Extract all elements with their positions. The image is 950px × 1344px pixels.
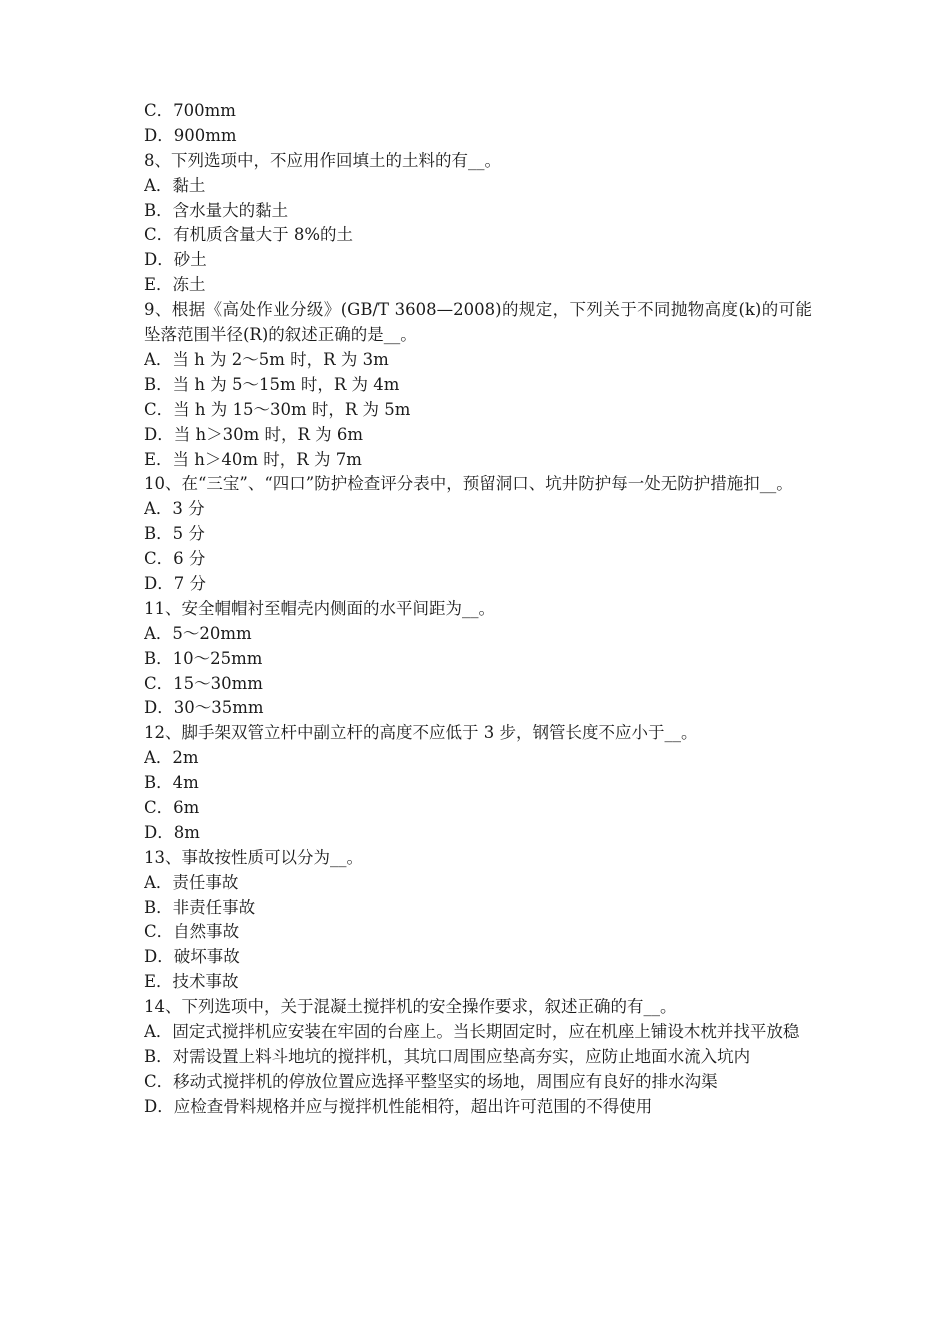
question-8: 8、下列选项中，不应用作回填土的土料的有__。 bbox=[144, 150, 501, 170]
document-body bbox=[144, 99, 812, 1120]
option-d: D．当 h＞30m 时，R 为 6m bbox=[144, 424, 364, 444]
option-c: C．有机质含量大于 8%的土 bbox=[144, 225, 354, 245]
option-c: C．700mm bbox=[144, 101, 236, 120]
question-13: 13、事故按性质可以分为__。 bbox=[144, 847, 363, 867]
option-d: D．破坏事故 bbox=[144, 947, 240, 967]
option-b: B．含水量大的黏土 bbox=[144, 200, 289, 220]
option-d: D．应检查骨料规格并应与搅拌机性能相符，超出许可范围的不得使用 bbox=[144, 1096, 653, 1116]
option-b: B．当 h 为 5～15m 时，R 为 4m bbox=[144, 374, 400, 394]
option-b: B．4m bbox=[144, 773, 199, 793]
option-e: E．当 h＞40m 时，R 为 7m bbox=[144, 449, 362, 469]
option-b: B．对需设置上料斗地坑的搅拌机，其坑口周围应垫高夯实，应防止地面水流入坑内 bbox=[144, 1046, 751, 1066]
option-b: B．5 分 bbox=[144, 524, 205, 544]
question-9: 9、根据《高处作业分级》(GB/T 3608—2008)的规定，下列关于不同抛物高度(k)的可能坠落范围半径(R)的叙述正确的是__。 bbox=[144, 300, 812, 345]
option-c: C．当 h 为 15～30m 时，R 为 5m bbox=[144, 399, 411, 419]
option-c: C．15～30mm bbox=[144, 673, 263, 693]
option-d: D．7 分 bbox=[144, 573, 206, 593]
option-a: A．固定式搅拌机应安装在牢固的台座上。当长期固定时，应在机座上铺设木枕并找平放稳 bbox=[144, 1022, 800, 1041]
option-a: A．黏土 bbox=[144, 175, 206, 195]
question-14: 14、下列选项中，关于混凝土搅拌机的安全操作要求，叙述正确的有__。 bbox=[144, 997, 677, 1017]
option-c: C．6m bbox=[144, 797, 200, 817]
option-b: B．10～25mm bbox=[144, 648, 263, 668]
question-10: 10、在“三宝”、“四口”防护检查评分表中，预留洞口、坑井防护每一处无防护措施扣__。 bbox=[144, 474, 793, 494]
option-d: D．30～35mm bbox=[144, 698, 264, 718]
option-a: A．5～20mm bbox=[144, 623, 252, 643]
option-a: A．责任事故 bbox=[144, 872, 239, 892]
option-a: A．3 分 bbox=[144, 499, 205, 519]
option-a: A．2m bbox=[144, 748, 199, 768]
option-e: E．冻土 bbox=[144, 275, 206, 295]
option-c: C．移动式搅拌机的停放位置应选择平整坚实的场地，周围应有良好的排水沟渠 bbox=[144, 1071, 718, 1091]
question-11: 11、安全帽帽衬至帽壳内侧面的水平间距为__。 bbox=[144, 598, 495, 618]
option-d: D．900mm bbox=[144, 125, 237, 145]
question-12: 12、脚手架双管立杆中副立杆的高度不应低于 3 步，钢管长度不应小于__。 bbox=[144, 723, 698, 743]
option-a: A．当 h 为 2～5m 时，R 为 3m bbox=[144, 349, 389, 369]
option-d: D．8m bbox=[144, 822, 200, 842]
option-b: B．非责任事故 bbox=[144, 897, 256, 917]
option-d: D．砂土 bbox=[144, 250, 207, 270]
option-c: C．自然事故 bbox=[144, 922, 240, 942]
option-e: E．技术事故 bbox=[144, 972, 239, 992]
option-c: C．6 分 bbox=[144, 549, 206, 569]
